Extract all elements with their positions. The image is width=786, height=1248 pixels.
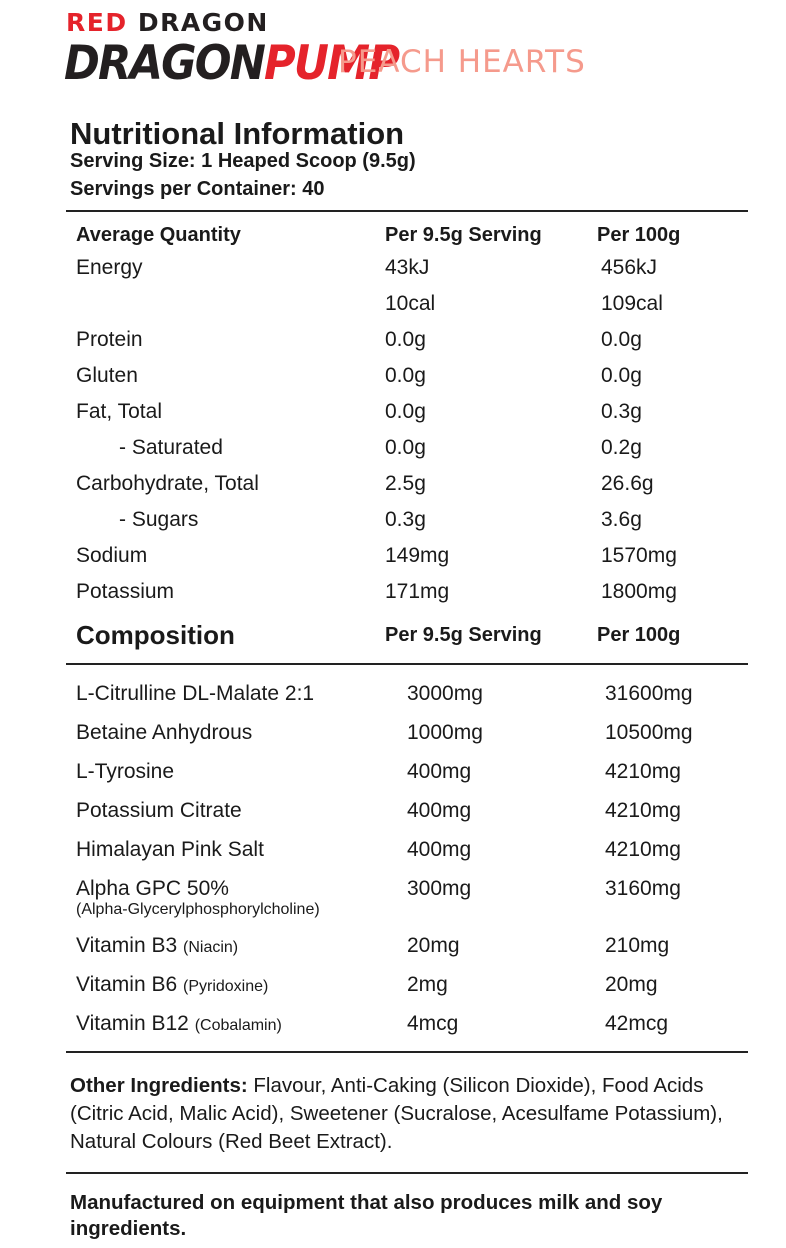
ingredient-name: Vitamin B6 <box>76 973 183 996</box>
ingredient-name: Betaine Anhydrous <box>76 721 253 744</box>
ingredient-per-serving: 4mcg <box>407 1012 459 1035</box>
nutrient-per-serving: 171mg <box>385 580 450 603</box>
nutrient-name: Gluten <box>76 364 138 387</box>
servings-per-container: Servings per Container: 40 <box>70 178 325 200</box>
divider <box>66 663 748 665</box>
ingredient-name: Himalayan Pink Salt <box>76 838 264 861</box>
ingredient-per-100g: 10500mg <box>605 721 693 744</box>
nutrient-name: Protein <box>76 328 143 351</box>
nutrient-name: Energy <box>76 256 143 279</box>
nutrient-per-serving: 43kJ <box>385 256 430 279</box>
ingredient-name: L-Citrulline DL-Malate 2:1 <box>76 682 315 705</box>
table-row <box>0 292 786 328</box>
ingredient-name: Vitamin B3 <box>76 934 183 957</box>
nutrient-per-100g: 3.6g <box>601 508 642 531</box>
ingredient-name-wrap <box>76 973 268 997</box>
nutrient-per-100g: 456kJ <box>601 256 658 279</box>
nutrient-per-100g: 0.2g <box>601 436 642 459</box>
nutrient-per-serving: 149mg <box>385 544 450 567</box>
other-ingredients-label: Other Ingredients: <box>70 1074 248 1097</box>
header-per-100g: Per 100g <box>597 224 681 246</box>
table-row <box>0 328 786 364</box>
ingredient-note: (Cobalamin) <box>194 1017 282 1034</box>
product-logo-red: PUMP <box>264 36 399 91</box>
nutrient-per-serving: 0.0g <box>385 436 426 459</box>
nutrient-name: Sodium <box>76 544 148 567</box>
ingredient-name-wrap <box>76 934 238 958</box>
header-per-serving: Per 9.5g Serving <box>385 624 542 646</box>
ingredient-per-serving: 400mg <box>407 799 472 822</box>
brand-top <box>66 8 269 37</box>
header-per-100g: Per 100g <box>597 624 681 646</box>
ingredient-per-100g: 210mg <box>605 934 670 957</box>
nutrient-per-serving: 10cal <box>385 292 436 315</box>
table-row <box>0 364 786 400</box>
ingredient-per-serving: 3000mg <box>407 682 483 705</box>
nutrient-per-100g: 0.0g <box>601 364 642 387</box>
table-row <box>0 436 786 472</box>
nutrient-per-serving: 0.0g <box>385 400 426 423</box>
ingredient-per-100g: 4210mg <box>605 799 681 822</box>
nutrient-name: Potassium <box>76 580 175 603</box>
header-average-quantity: Average Quantity <box>76 224 241 246</box>
nutrient-name: Carbohydrate, Total <box>76 472 259 495</box>
divider <box>66 1051 748 1053</box>
ingredient-name: L-Tyrosine <box>76 760 175 783</box>
table-row <box>0 580 786 616</box>
nutrition-title: Nutritional Information <box>70 116 405 151</box>
nutrient-per-100g: 1800mg <box>601 580 677 603</box>
table-row <box>0 472 786 508</box>
ingredient-per-100g: 3160mg <box>605 877 681 900</box>
nutrition-header-row <box>0 224 786 260</box>
nutrient-per-100g: 0.3g <box>601 400 642 423</box>
flavour-name: PEACH HEARTS <box>338 44 586 80</box>
ingredient-subname: (Alpha-Glycerylphosphorylcholine) <box>76 901 320 918</box>
nutrient-name: - Saturated <box>119 436 223 459</box>
nutrient-per-100g: 26.6g <box>601 472 654 495</box>
ingredient-per-100g: 4210mg <box>605 760 681 783</box>
divider <box>66 1172 748 1174</box>
ingredient-name: Vitamin B12 <box>76 1012 195 1035</box>
product-logo-dark: DRAGON <box>64 36 265 91</box>
nutrient-per-100g: 1570mg <box>601 544 677 567</box>
table-row <box>0 400 786 436</box>
nutrient-name: Fat, Total <box>76 400 162 423</box>
ingredient-per-serving: 1000mg <box>407 721 483 744</box>
ingredient-name: Potassium Citrate <box>76 799 242 822</box>
nutrient-per-serving: 0.3g <box>385 508 426 531</box>
ingredient-per-100g: 42mcg <box>605 1012 669 1035</box>
ingredient-per-serving: 400mg <box>407 838 472 861</box>
other-ingredients-text: Flavour, Anti-Caking (Silicon Dioxide), Food Acids (Citric Acid, Malic Acid), Sweetener (Sucralose, Acesulfame Potassium), Natural Colours (Red Beet Extract). <box>70 1074 723 1153</box>
header-per-serving: Per 9.5g Serving <box>385 224 542 246</box>
brand-top-dark: DRAGON <box>137 8 269 37</box>
ingredient-per-100g: 31600mg <box>605 682 693 705</box>
allergen-note: Manufactured on equipment that also produces milk and soy ingredients. <box>70 1191 663 1240</box>
brand-top-red: RED <box>66 8 128 37</box>
table-row <box>0 508 786 544</box>
ingredient-note: (Niacin) <box>183 939 239 956</box>
nutrient-per-serving: 0.0g <box>385 364 426 387</box>
ingredient-per-serving: 400mg <box>407 760 472 783</box>
ingredient-per-100g: 4210mg <box>605 838 681 861</box>
nutrient-per-serving: 2.5g <box>385 472 426 495</box>
composition-title: Composition <box>76 620 235 650</box>
nutrient-per-serving: 0.0g <box>385 328 426 351</box>
ingredient-note: (Pyridoxine) <box>183 978 269 995</box>
ingredient-per-100g: 20mg <box>605 973 658 996</box>
nutrient-per-100g: 0.0g <box>601 328 642 351</box>
ingredient-per-serving: 20mg <box>407 934 460 957</box>
nutrient-per-100g: 109cal <box>601 292 663 315</box>
nutrient-name: - Sugars <box>119 508 199 531</box>
other-ingredients <box>70 1072 730 1156</box>
ingredient-per-serving: 300mg <box>407 877 472 900</box>
ingredient-name-wrap <box>76 1012 282 1036</box>
serving-size: Serving Size: 1 Heaped Scoop (9.5g) <box>70 150 416 172</box>
ingredient-name: Alpha GPC 50% <box>76 877 229 900</box>
divider <box>66 210 748 212</box>
table-row <box>0 256 786 292</box>
ingredient-per-serving: 2mg <box>407 973 448 996</box>
table-row <box>0 544 786 580</box>
